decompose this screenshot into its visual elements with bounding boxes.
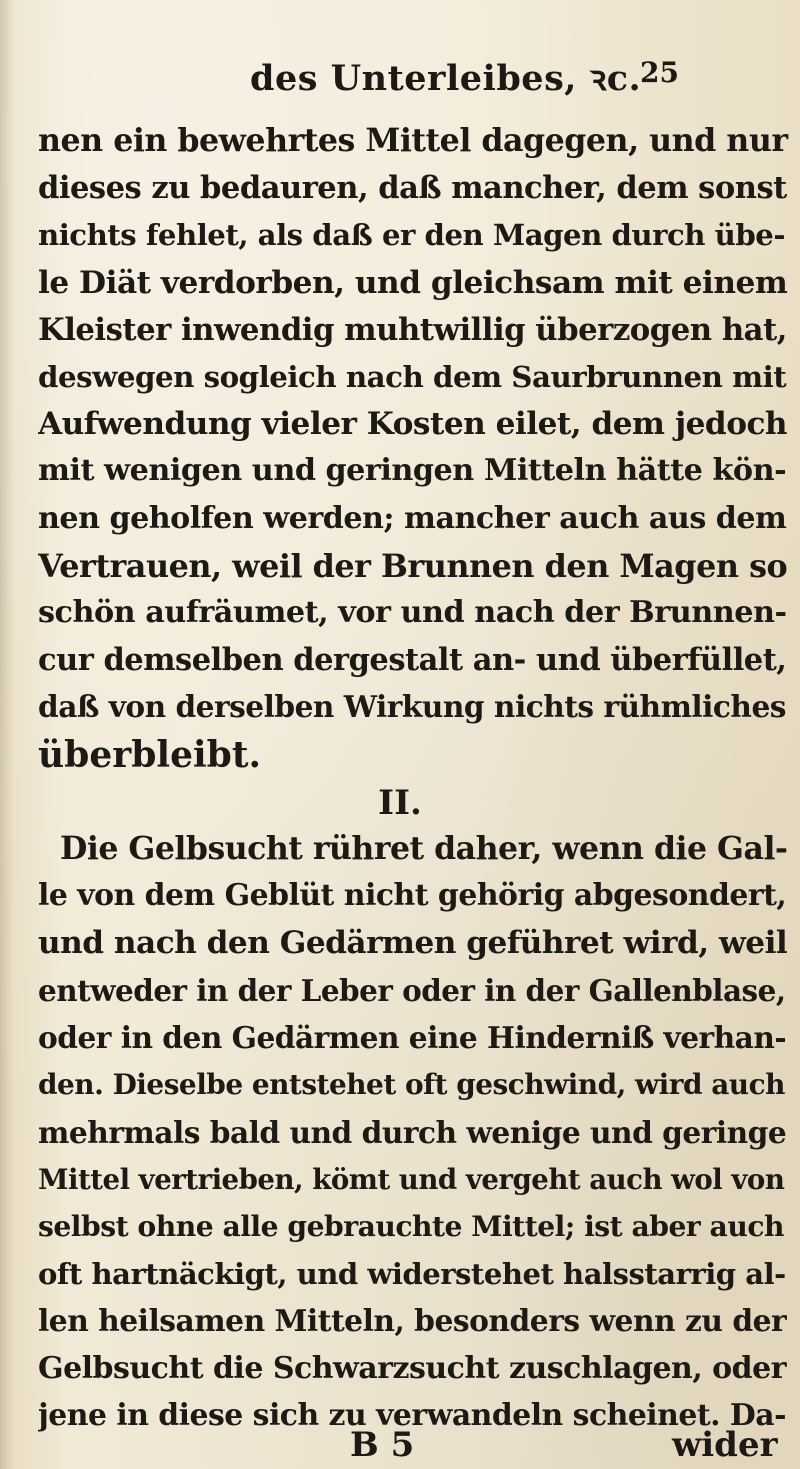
footer-line bbox=[38, 1422, 790, 1468]
text-line: Vertrauen, weil der Brunnen den Magen so bbox=[38, 547, 788, 585]
running-title: des Unterleibes, ꝛc. bbox=[250, 58, 642, 99]
text-line: len heilsamen Mitteln, besonders wenn zu der bbox=[38, 1304, 787, 1339]
catchword: wider bbox=[672, 1425, 778, 1465]
text-line: Gelbsucht die Schwarzsucht zuschlagen, oder bbox=[38, 1351, 786, 1386]
text-line: Mittel vertrieben, kömt und vergeht auch wol von bbox=[38, 1163, 785, 1196]
text-line: oft hartnäckigt, und widerstehet halsstarrig al- bbox=[38, 1257, 786, 1291]
text-line: le von dem Geblüt nicht gehörig abgesondert, bbox=[38, 878, 787, 913]
text-line: cur demselben dergestalt an- und überfüllet, bbox=[38, 642, 787, 678]
text-line: deswegen sogleich nach dem Saurbrunnen mit bbox=[38, 359, 787, 394]
text-line: le Diät verdorben, und gleichsam mit einem bbox=[38, 265, 788, 301]
text-line: Aufwendung vieler Kosten eilet, dem jedoch bbox=[38, 406, 788, 442]
text-line: nichts fehlet, als daß er den Magen durch übe- bbox=[38, 218, 785, 252]
text-line: daß von derselben Wirkung nichts rühmliches bbox=[38, 689, 786, 724]
text-line: oder in den Gedärmen eine Hinderniß verhan- bbox=[38, 1020, 787, 1055]
text-line: entweder in der Leber oder in der Gallenblase, bbox=[38, 973, 786, 1008]
text-line: nen geholfen werden; mancher auch aus dem bbox=[38, 501, 787, 536]
text-line: selbst ohne alle gebrauchte Mittel; ist aber auch bbox=[38, 1210, 784, 1243]
text-line: überbleibt. bbox=[38, 734, 261, 776]
text-line: dieses zu bedauren, daß mancher, dem sonst bbox=[38, 170, 787, 206]
text-line: Die Gelbsucht rühret daher, wenn die Gal- bbox=[60, 830, 788, 867]
gutter-shadow bbox=[0, 0, 14, 1469]
signature-mark: B 5 bbox=[350, 1425, 415, 1465]
text-line: nen ein bewehrtes Mittel dagegen, und nur bbox=[38, 122, 788, 159]
text-line: und nach den Gedärmen geführet wird, weil bbox=[38, 925, 788, 961]
text-line: mehrmals bald und durch wenige und geringe bbox=[38, 1115, 787, 1150]
text-line: mit wenigen und geringen Mitteln hätte kön- bbox=[38, 453, 787, 488]
page-number: 25 bbox=[640, 56, 679, 89]
text-line: den. Dieselbe entstehet oft geschwind, wird auch bbox=[38, 1068, 785, 1101]
text-line: Kleister inwendig muhtwillig überzogen hat, bbox=[38, 312, 787, 348]
text-line: jene in diese sich zu verwandeln scheinet. Da- bbox=[38, 1398, 786, 1433]
section-heading: II. bbox=[378, 783, 422, 823]
page-header bbox=[0, 54, 800, 104]
text-line: schön aufräumet, vor und nach der Brunnen- bbox=[38, 595, 787, 630]
